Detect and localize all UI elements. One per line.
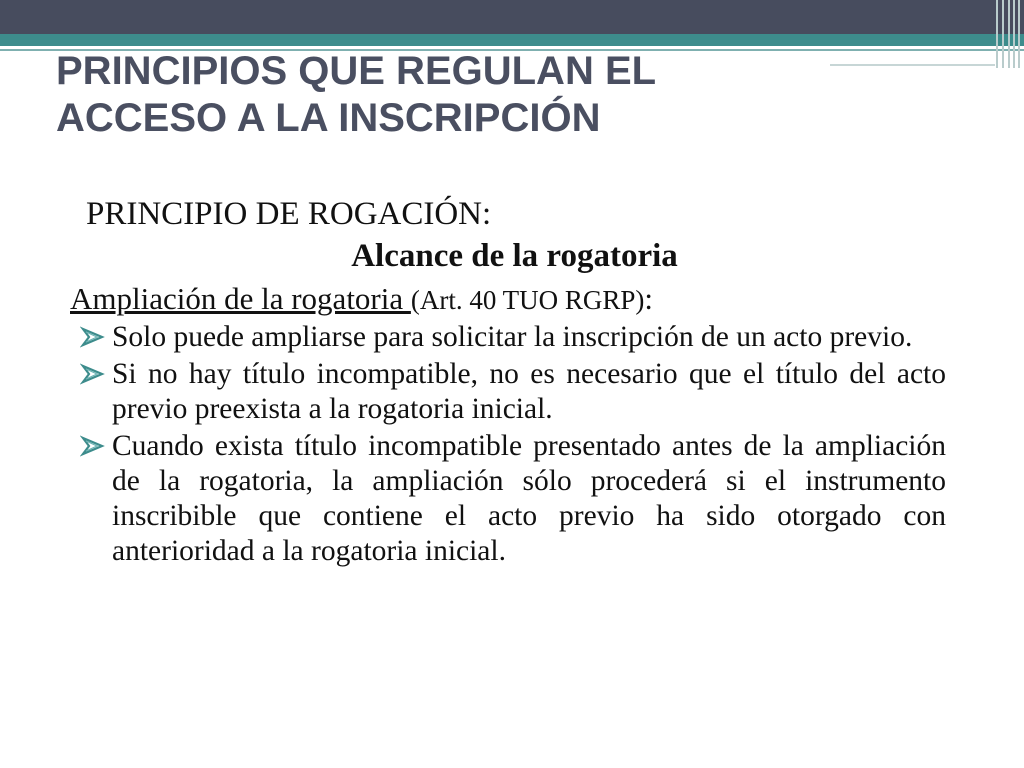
ampliacion-line xyxy=(70,281,946,318)
slide-title-line-1: PRINCIPIOS QUE REGULAN EL xyxy=(56,49,657,93)
bullet-text: Si no hay título incompatible, no es necesario que el título del acto previo preexista a la rogatoria inicial. xyxy=(112,358,946,425)
accent-band xyxy=(0,34,1024,46)
arrow-right-icon xyxy=(80,363,106,385)
article-reference: (Art. 40 TUO RGRP) xyxy=(410,285,645,315)
bullet-list xyxy=(70,320,946,569)
list-item xyxy=(70,320,946,355)
slide-content xyxy=(70,195,946,571)
header-band xyxy=(0,0,1024,34)
list-item xyxy=(70,357,946,427)
decorative-stripes xyxy=(994,0,1024,68)
bullet-text: Cuando exista título incompatible presentado antes de la ampliación de la rogatoria, la ampliación sólo procederá si el instrumento inscribible que contiene el acto previo ha sido otorgado con anterioridad a la rogatoria inicial. xyxy=(112,430,946,567)
arrow-right-icon xyxy=(80,435,106,457)
slide-title xyxy=(56,48,956,142)
principle-subheading: Alcance de la rogatoria xyxy=(351,238,678,274)
bullet-text: Solo puede ampliarse para solicitar la inscripción de un acto previo. xyxy=(112,321,913,353)
principle-heading: PRINCIPIO DE ROGACIÓN: xyxy=(86,196,492,232)
ampliacion-link: Ampliación de la rogatoria xyxy=(70,281,411,316)
slide-title-line-2: ACCESO A LA INSCRIPCIÓN xyxy=(56,96,601,140)
arrow-right-icon xyxy=(80,326,106,348)
ampliacion-colon: : xyxy=(644,281,654,316)
list-item xyxy=(70,429,946,569)
